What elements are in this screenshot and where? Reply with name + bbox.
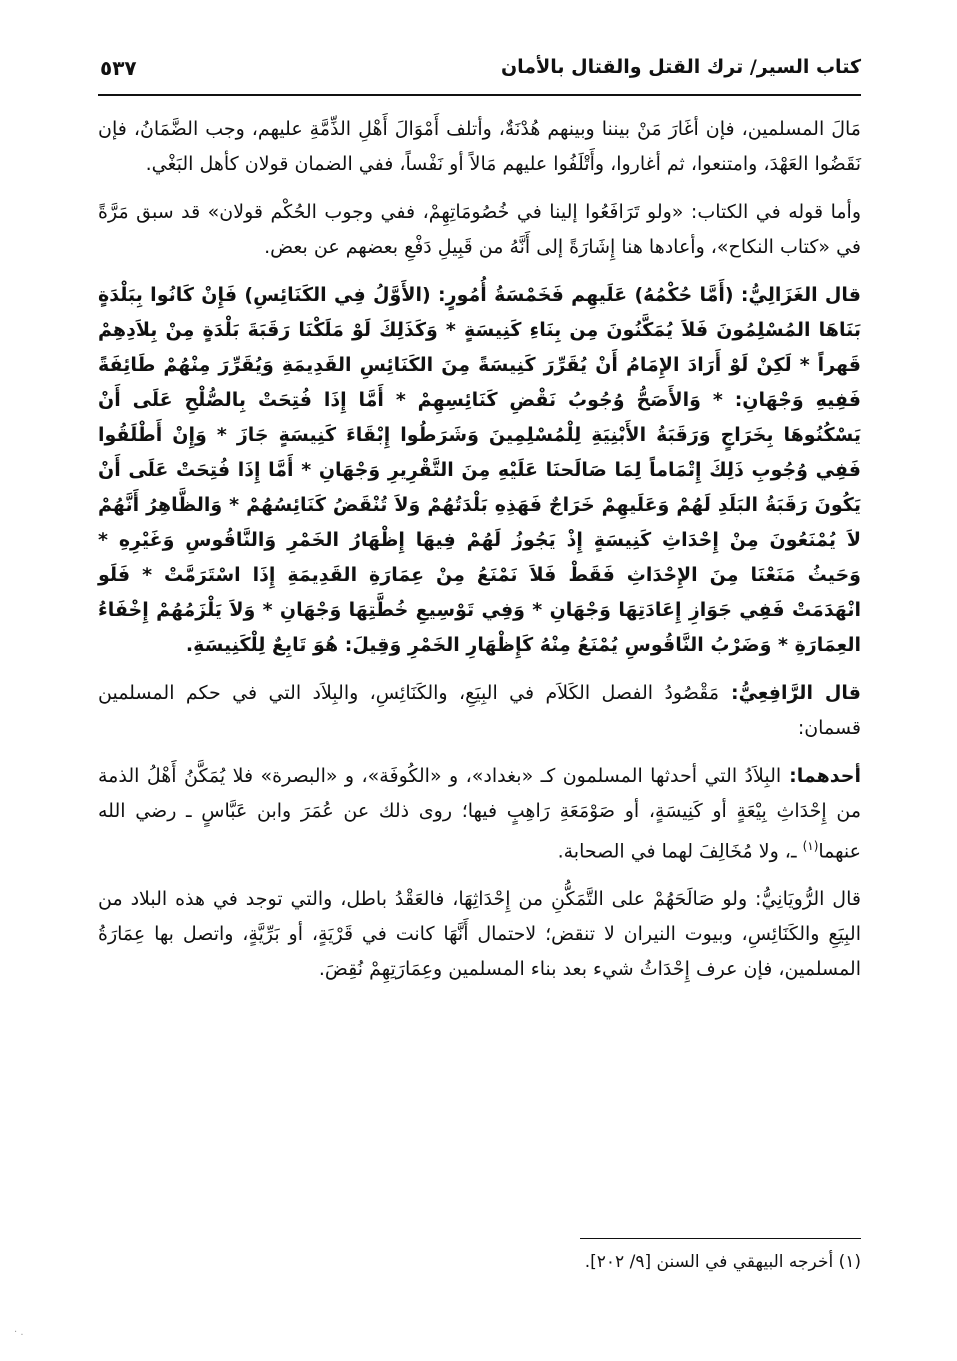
paragraph-1: [98, 112, 861, 182]
main-text: [98, 112, 861, 1000]
paragraph-text: قال الرُّويَانِيُّ: ولو صَالَحَهُمْ على التَّمَكُّنِ من إِحْدَاثِهَا، فالعَقْدُ باطل، والتي توجد في هذه البلاد من البِيَعِ والكَنَائِسِ، وبيوت النيران لا تنقض؛ لاحتمال أَنَّهَا كانت في قَرْيَةٍ، أو بَرِّيَّةٍ، واتصل بها عِمَارَةُ المسلمين، فإن عرف إِحْدَاثُ شيء بعد بناء المسلمين وعِمَارَتِهِمْ نُقِضَ.: [98, 888, 861, 981]
page-header: [98, 52, 861, 96]
paragraph-text: وأما قوله في الكتاب: «ولو تَرَافَعُوا إلينا في خُصُومَاتِهِمْ، ففي وجوب الحُكْم قولان» قد سبق مَرَّةً في «كتاب النكاح»، وأعادها هنا إِشَارَةً إلى أَنَّهُ من قَبِيلِ دَفْعِ بعضهم عن بعض.: [98, 201, 861, 258]
paragraph-text: مَالَ المسلمين، فإن أغَارَ مَنْ بيننا وبينهم هُدْنَةٌ، وأتلف أَمْوَالَ أَهْلِ الذِّمَّةِ عليهم، وجب الضَّمَانُ، فإن نَقَضُوا العَهْدَ، وامتنعوا، ثم أغاروا، وأَتْلَفُوا عليهم مَالاً أو نَفْساً، ففي الضمان قولان كأهل البَغْي.: [98, 118, 861, 175]
paragraph-6: [98, 882, 861, 987]
footnote: (١) أخرجه البيهقي في السنن [٩/ ٢٠٢].: [584, 1252, 861, 1272]
paragraph-2: [98, 195, 861, 265]
paragraph-4: [98, 676, 861, 746]
paragraph-matn: [98, 278, 861, 663]
paragraph-text: فَإِنْ كَانُوا بِبَلْدَةٍ بَنَاهَا المُسْلِمُونَ فَلاَ يُمَكَّنُونَ مِن بِنَاءِ كَنِيسَةٍ * وَكَذَلِكَ لَوْ مَلَكْنَا رَقَبَةَ بَلْدَةٍ مِنْ بِلاَدِهِمْ قَهراً * لَكِنْ لَوْ أَرَادَ الإِمَامُ أَنْ يُقَرِّرَ كَنِيسَةً مِنَ الكَنَائِسِ القَدِيمَةِ وَيُقَرِّرَ مِنْهُمْ طَائِفَةً فَفِيهِ وَجْهَانِ: * وَالأَصَحُّ وُجُوبُ نَقْضِ كَنَائِسِهِمْ * أَمَّا إِذَا فُتِحَتْ بِالصُّلْحِ عَلَى أَنْ يَسْكُنُوهَا بِخَرَاجٍ وَرَقَبَةُ الأَبْنِيَةِ لِلْمُسْلِمِينَ وَشَرَطُوا إِبْقَاءَ كَنِيسَةٍ جَازَ * وَإِنْ أَطْلَقُوا فَفِي وُجُوبِ ذَلِكَ إِتْمَاماً لِمَا صَالَحنَا عَلَيْهِ مِنَ التَّقْرِيرِ وَجْهَانِ * أَمَّا إِذَا فُتِحَتْ عَلَى أَنْ يَكُونَ رَقَبَةُ البَلَدِ لَهُمْ وَعَلَيهِمْ خَرَاجٌ فَهَذِهِ بَلْدَتُهُمْ وَلاَ تُنْقَضُ كَنَائِسُهُمْ * وَالظَّاهِرُ أَنَّهُمْ لاَ يُمْنَعُونَ مِنْ إِحْدَاثِ كَنِيسَةٍ إِذْ يَجُوزُ لَهُمْ فِيهَا إِظْهَارُ الخَمْرِ وَالنَّاقُوسِ وَغَيْرِهِ * وَحَيثُ مَنَعْنَا مِنَ الإِحْدَاثِ فَقَطْ فَلاَ نَمْنَعُ مِنْ عِمَارَةِ القَدِيمَةِ إِذَا اسْتَرَمَّتْ * فَلَو انْهَدَمَتْ فَفِي جَوَازِ إِعَادَتِهَا وَجْهَانِ * وَفِي تَوْسِيعِ خُطَّتِهَا وَجْهَانِ * وَلاَ يَلْزَمُهُمْ إِخْفَاءُ العِمَارَةِ * وَضَرْبُ النَّاقُوسِ يُمْنَعُ مِنْهُ كَإِظْهَارِ الخَمْرِ وَقِيلَ: هُوَ تَابِعٌ لِلْكَنِيسَةِ.: [98, 284, 861, 656]
paragraph-lead: قال الرَّافِعِيُّ:: [719, 682, 861, 704]
scan-speck: · .: [14, 1327, 24, 1338]
paragraph-text-after: ـ، ولا مُخَالِفَ لهما في الصحابة.: [557, 840, 803, 863]
footnote-divider: [580, 1238, 861, 1239]
running-title: كتاب السير/ ترك القتل والقتال بالأمان: [500, 56, 861, 78]
paragraph-lead: أحدهما:: [781, 765, 861, 787]
footnote-reference: (١): [802, 839, 819, 853]
paragraph-text: البِلاَدُ التي أحدثها المسلمون كـ «بغداد»، و «الكُوفَة»، و «البصرة» فلا يُمَكَّنُ أَهْلُ الذمة من إِحْدَاثِ بِيْعَةٍ أو كَنِيسَةٍ، أو صَوْمَعَةِ رَاهِبٍ فيها؛ روى ذلك عن عُمَرَ وابن عَبَّاسٍ ـ رضي الله عنهما: [98, 765, 861, 863]
paragraph-lead: قال الغَزَالِيُّ: (أَمَّا حُكْمُهُ) عَلَيهِم فَخَمْسَةُ أُمُورٍ: (الأَوَّلُ فِي الكَنَائِسِ): [237, 284, 861, 306]
paragraph-5: [98, 759, 861, 869]
page-number: ٥٣٧: [100, 56, 137, 80]
paragraph-text: مَقْصُودُ الفصل الكَلاَم في البِيَعِ، والكَنَائِسِ، والبِلاَد التي في حكم المسلمين قسمان:: [98, 682, 861, 739]
